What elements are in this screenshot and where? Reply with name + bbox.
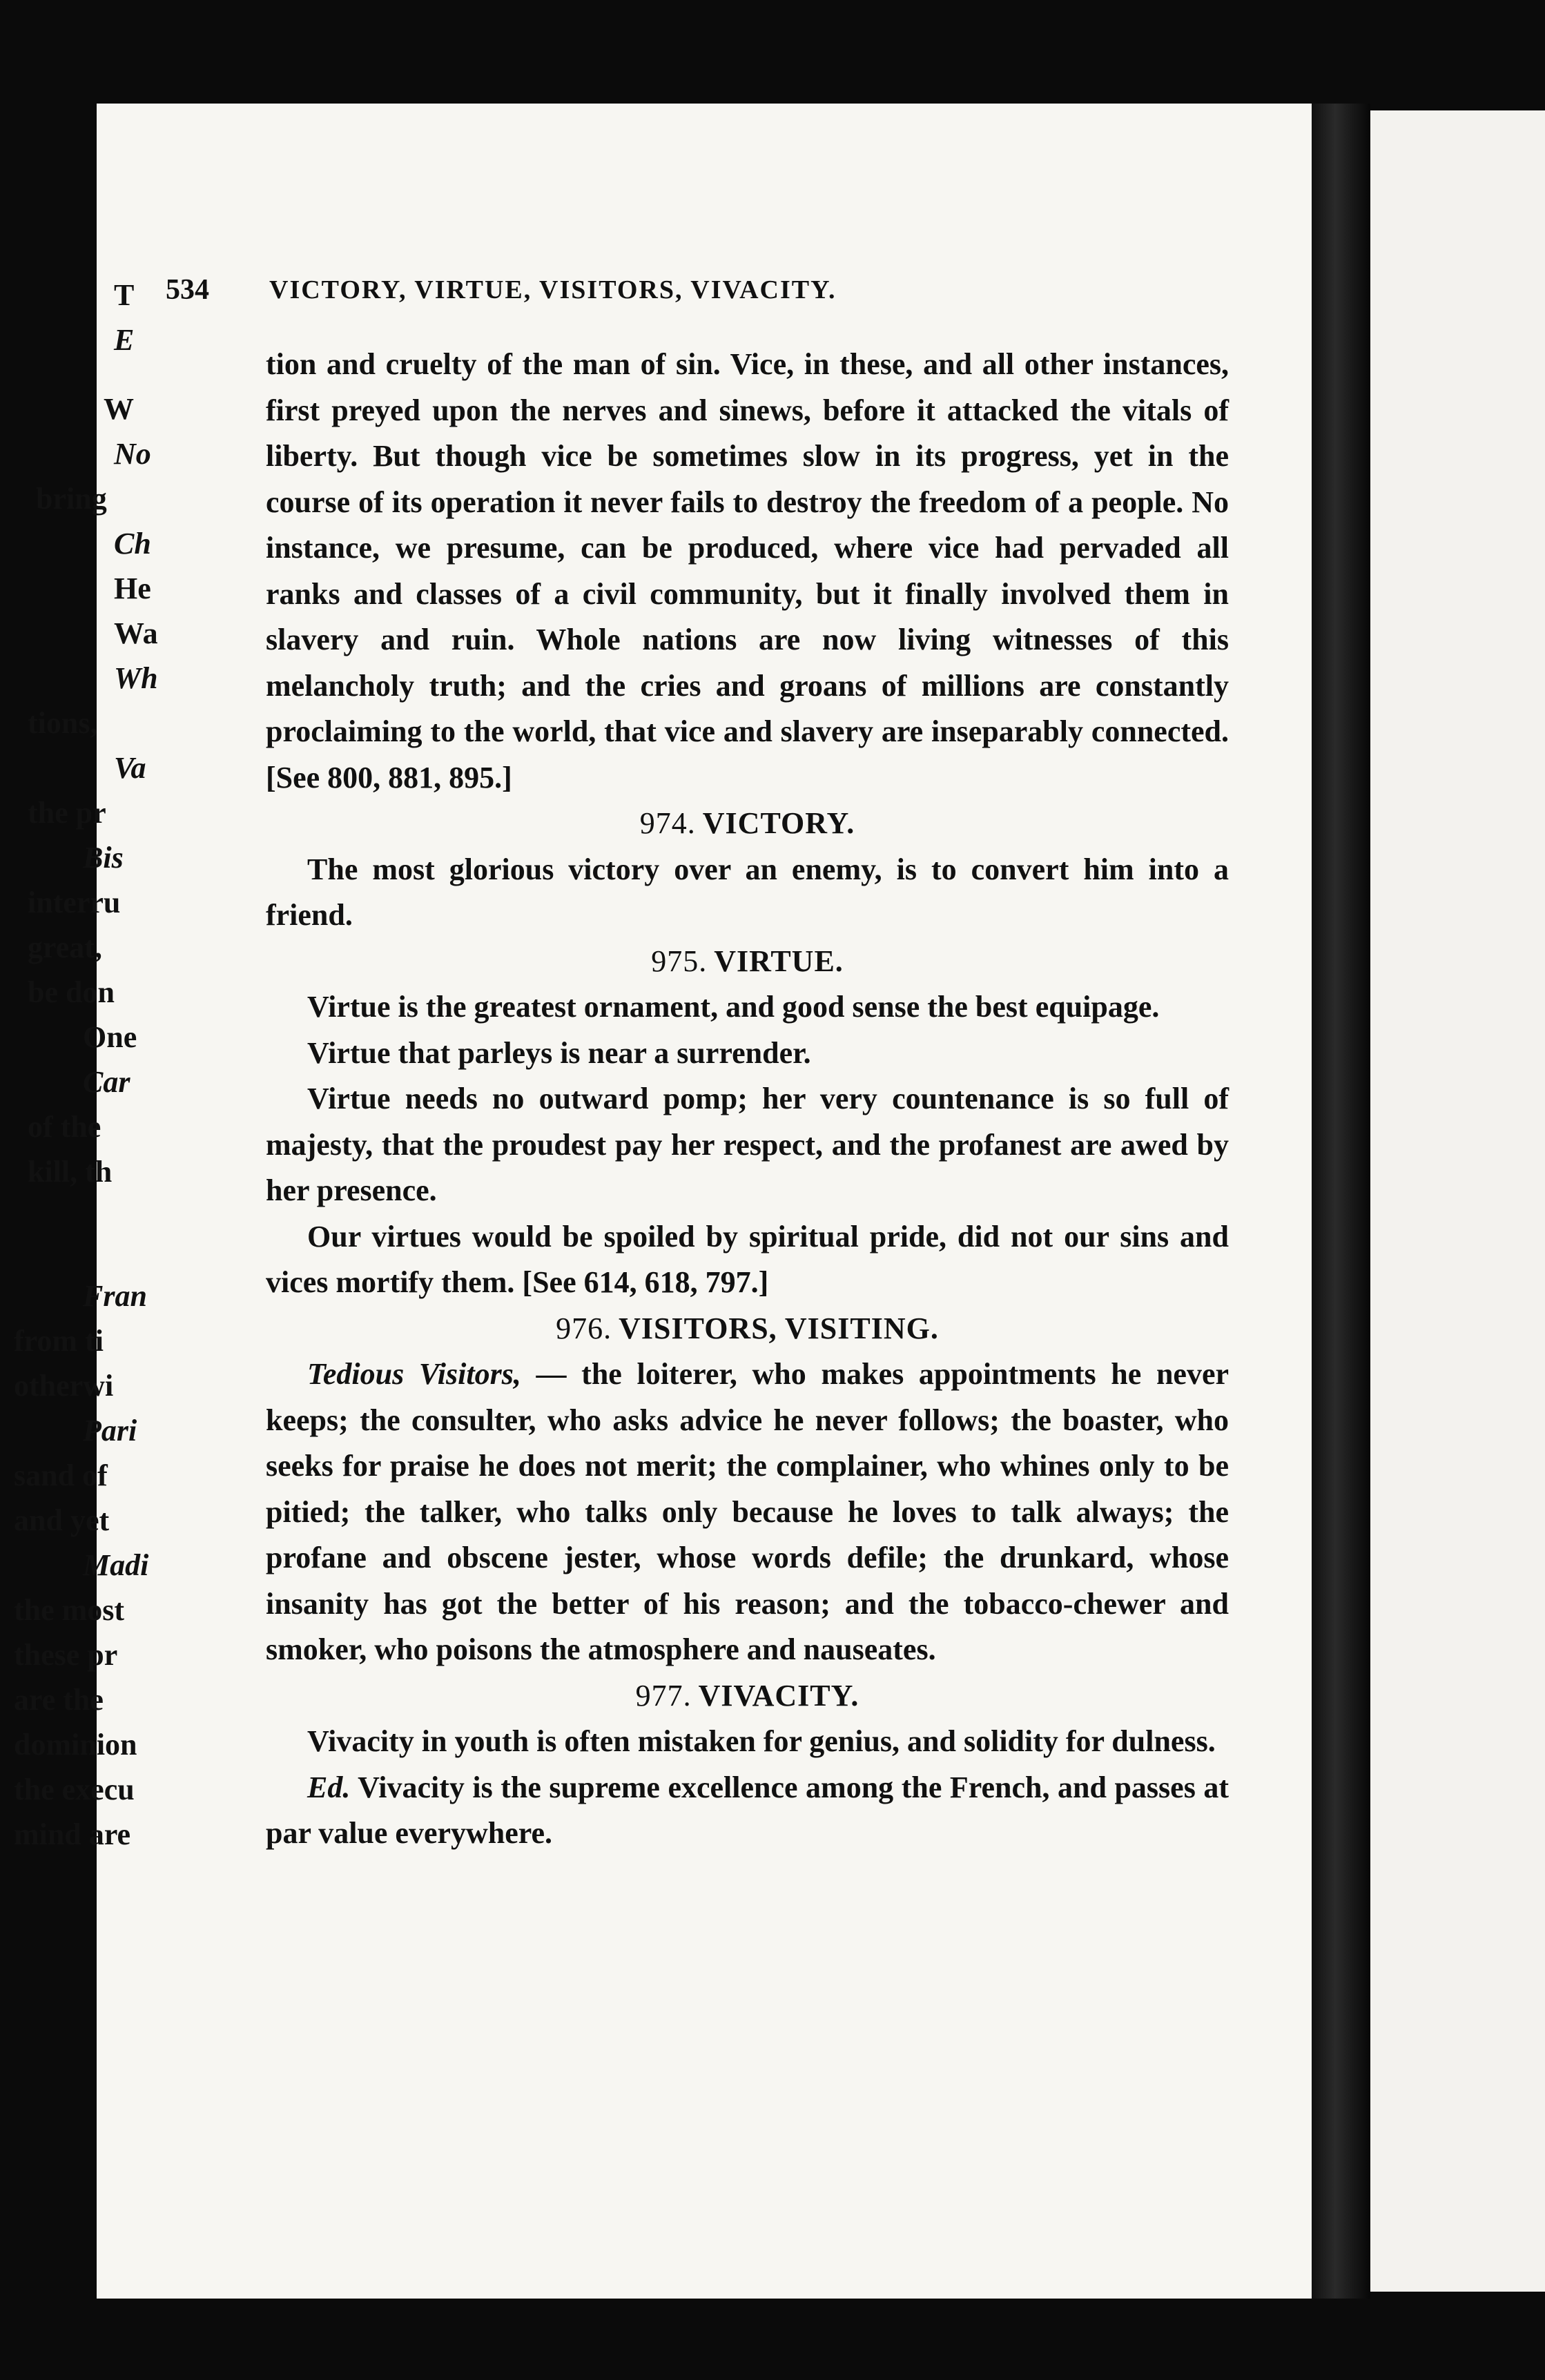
- paragraph: Our virtues would be spoiled by spiritual pride, did not our sins and vices mortify them. [See 614, 618, 797.]: [266, 1219, 1229, 1299]
- facing-page-line: and yet: [14, 1503, 110, 1537]
- facing-page-line: the most: [14, 1593, 125, 1627]
- lead-phrase: Ed.: [307, 1770, 351, 1804]
- facing-page-line: are the: [14, 1683, 104, 1717]
- paragraph-text: — the loiterer, who makes appointments he never keeps; the consulter, who asks advice he never follows; the boaster, who seeks for praise he does not merit; the complainer, who whines only to be pitied; the talker, who talks only because he loves to talk always; the profane and obscene jester, whose words defile; the drunkard, whose insanity has got the better of his reason; and the tobacco-chewer and smoker, who poisons the atmosphere and nauseates.: [266, 1357, 1230, 1666]
- paragraph: Virtue needs no outward pomp; her very countenance is so full of majesty, that the proudest pay her respect, and the profanest are awed by her presence.: [266, 1082, 1229, 1207]
- section-number: 975.: [651, 944, 708, 978]
- paragraph: [266, 1352, 1229, 1673]
- facing-page-line: W: [104, 392, 134, 426]
- facing-page-line: great,: [28, 930, 102, 964]
- facing-page-line: otherwi: [14, 1369, 114, 1403]
- facing-page-line: T: [114, 278, 135, 312]
- facing-page-line: Madi: [83, 1548, 149, 1582]
- paragraph-text: Vivacity is the supreme excellence among the French, and passes at par value everywhere.: [266, 1770, 1229, 1850]
- running-head: [166, 266, 1243, 314]
- facing-page-line: Va: [114, 751, 146, 785]
- section-title: VIRTUE.: [714, 944, 844, 978]
- facing-page-line: E: [114, 323, 135, 357]
- facing-page-line: Pari: [83, 1414, 137, 1447]
- section-number: 974.: [639, 806, 696, 840]
- facing-page-line: sand of: [14, 1459, 108, 1492]
- page-number: 534: [166, 274, 209, 306]
- facing-page-line: Car: [83, 1065, 130, 1099]
- section-heading-virtue: [266, 939, 1229, 985]
- facing-page-line: Bis: [83, 841, 124, 875]
- continuation-paragraph: tion and cruelty of the man of sin. Vice, in these, and all other instances, first preyed upon the nerves and sinews, before it attacked the vitals of liberty. But though vice be sometimes slow in its progress, yet in the course of its operation it never fails to destroy the freedom of a people. No instance, we presume, can be produced, where vice had pervaded all ranks and classes of a civil community, but it finally involved them in slavery and ruin. Whole nations are now living witnesses of this melancholy truth; and the cries and groans of millions are constantly proclaiming to the world, that vice and slavery are inseparably connected. [See 800, 881, 895.]: [266, 347, 1229, 794]
- paragraph: Virtue that parleys is near a surrender.: [307, 1035, 811, 1070]
- running-title: VICTORY, VIRTUE, VISITORS, VIVACITY.: [269, 275, 837, 304]
- lead-phrase: Tedious Visitors,: [307, 1357, 521, 1391]
- facing-page-line: of the: [28, 1110, 101, 1144]
- facing-page-line: bring: [36, 482, 107, 516]
- section-title: VICTORY.: [702, 806, 855, 840]
- facing-page-line: kill, th: [28, 1155, 113, 1189]
- facing-page-line: these pr: [14, 1638, 118, 1672]
- facing-page-line: tions,: [28, 706, 98, 740]
- facing-page-line: dominion: [14, 1728, 137, 1762]
- facing-page-line: from ti: [14, 1324, 104, 1358]
- paragraph: Virtue is the greatest ornament, and good sense the best equipage.: [307, 990, 1160, 1024]
- facing-page-line: the pr: [28, 796, 106, 830]
- paragraph: Vivacity in youth is often mistaken for genius, and solidity for dulness.: [307, 1724, 1216, 1758]
- paragraph: [266, 1765, 1229, 1857]
- facing-page-line: Fran: [83, 1279, 147, 1313]
- section-number: 977.: [635, 1678, 692, 1713]
- facing-page-line: He: [114, 572, 151, 605]
- section-number: 976.: [556, 1311, 612, 1345]
- section-title: VIVACITY.: [698, 1678, 859, 1713]
- facing-page-line: the execu: [14, 1773, 135, 1806]
- facing-page-line: Wh: [114, 661, 158, 695]
- section-heading-vivacity: [266, 1673, 1229, 1719]
- facing-page-line: be don: [28, 975, 115, 1009]
- facing-page-line: Wa: [114, 616, 158, 650]
- section-title: VISITORS, VISITING.: [619, 1311, 939, 1345]
- facing-page-line: interru: [28, 886, 121, 919]
- section-heading-visitors: [266, 1306, 1229, 1352]
- facing-page-line: mind are: [14, 1817, 131, 1851]
- facing-page-line: One: [83, 1020, 137, 1054]
- section-heading-victory: [266, 801, 1229, 847]
- body-text: [266, 342, 1229, 1857]
- book-gutter: [1312, 104, 1370, 2299]
- facing-page-line: Ch: [114, 527, 151, 560]
- paragraph: The most glorious victory over an enemy, is to convert him into a friend.: [266, 852, 1229, 932]
- facing-page-line: No: [114, 437, 151, 471]
